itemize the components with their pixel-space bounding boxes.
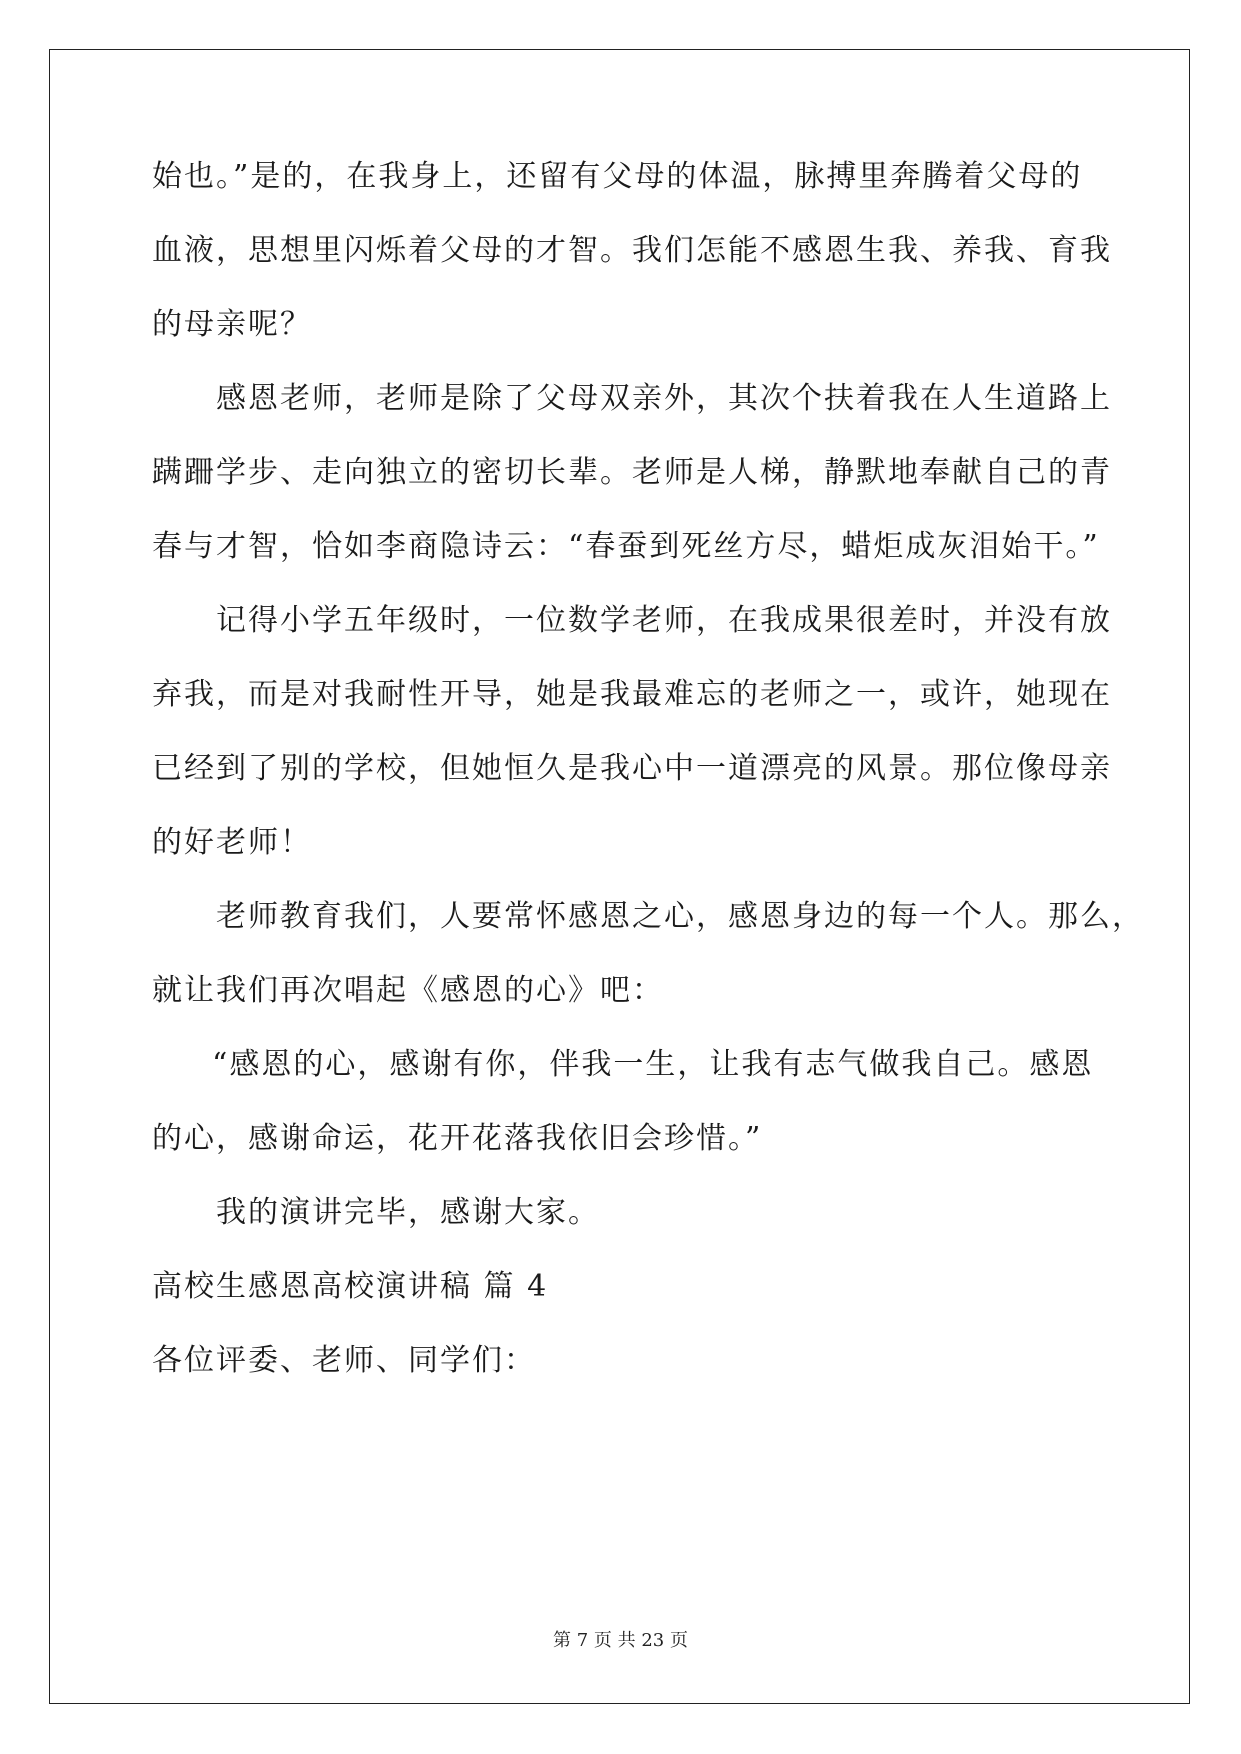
page-number: 第 7 页 共 23 页 bbox=[553, 1630, 688, 1651]
page-border bbox=[49, 49, 1190, 1704]
text-line: 蹒跚学步、走向独立的密切长辈。老师是人梯，静默地奉献自己的青 bbox=[152, 455, 1112, 490]
text-line: 已经到了别的学校，但她恒久是我心中一道漂亮的风景。那位像母亲 bbox=[152, 751, 1112, 786]
text-line: 血液，思想里闪烁着父母的才智。我们怎能不感恩生我、养我、育我 bbox=[152, 233, 1112, 268]
paragraph-start: 记得小学五年级时，一位数学老师，在我成果很差时，并没有放 bbox=[216, 603, 1112, 638]
text-line: 春与才智，恰如李商隐诗云：“春蚕到死丝方尽，蜡炬成灰泪始干。” bbox=[152, 529, 1100, 564]
paragraph-start: 感恩老师，老师是除了父母双亲外，其次个扶着我在人生道路上 bbox=[216, 381, 1112, 416]
text-line: 的好老师！ bbox=[152, 825, 312, 860]
text-line: 就让我们再次唱起《感恩的心》吧： bbox=[152, 973, 664, 1008]
salutation: 各位评委、老师、同学们： bbox=[152, 1343, 536, 1378]
text-line: 始也。”是的，在我身上，还留有父母的体温，脉搏里奔腾着父母的 bbox=[152, 159, 1083, 194]
section-heading: 高校生感恩高校演讲稿 篇 4 bbox=[152, 1269, 549, 1304]
text-line: 弃我，而是对我耐性开导，她是我最难忘的老师之一，或许，她现在 bbox=[152, 677, 1112, 712]
text-line: 的母亲呢？ bbox=[152, 307, 312, 342]
paragraph-start: 老师教育我们，人要常怀感恩之心，感恩身边的每一个人。那么， bbox=[216, 899, 1144, 934]
paragraph-start: 我的演讲完毕，感谢大家。 bbox=[216, 1195, 600, 1230]
quote-start: “感恩的心，感谢有你，伴我一生，让我有志气做我自己。感恩 bbox=[212, 1047, 1094, 1082]
text-line: 的心，感谢命运，花开花落我依旧会珍惜。” bbox=[152, 1121, 763, 1156]
